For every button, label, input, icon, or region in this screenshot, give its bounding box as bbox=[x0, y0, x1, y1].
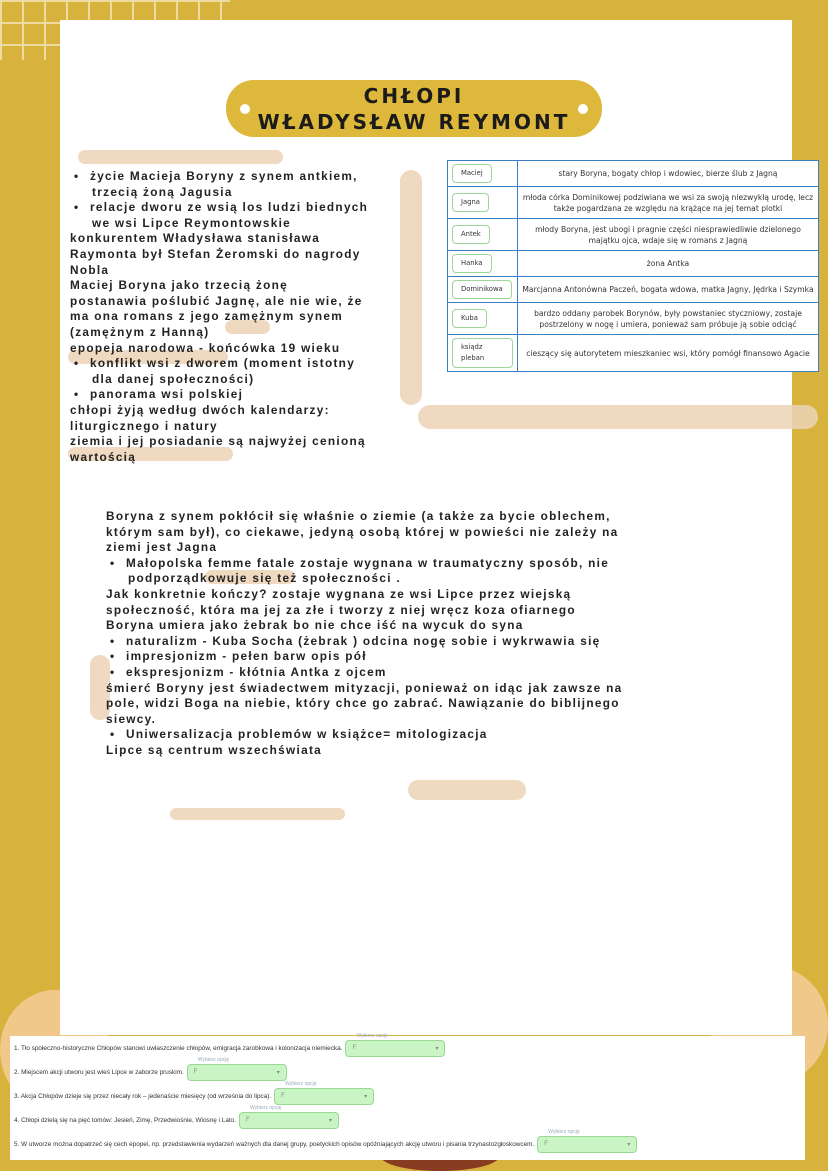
chevron-down-icon: ▾ bbox=[276, 1070, 280, 1076]
text-line: we wsi Lipce Reymontowskie bbox=[92, 215, 292, 230]
quiz-item bbox=[14, 1081, 801, 1105]
bullet-item: • relacje dworu ze wsią los ludzi biednych bbox=[70, 200, 368, 216]
highlight bbox=[170, 808, 345, 820]
select-value: F bbox=[281, 1093, 285, 1099]
bullet-item: • naturalizm - Kuba Socha (żebrak ) odcina nogę sobie i wykrwawia się bbox=[106, 634, 622, 650]
bullet-item: • konflikt wsi z dworem (moment istotny bbox=[70, 356, 368, 372]
text-line: wartością bbox=[70, 449, 137, 464]
table-row bbox=[448, 277, 819, 303]
chevron-down-icon: ▾ bbox=[627, 1142, 631, 1148]
highlight bbox=[400, 170, 422, 405]
select-label: Wybierz opcję bbox=[548, 1129, 580, 1135]
quiz-item bbox=[14, 1129, 801, 1153]
table-row bbox=[448, 335, 819, 372]
chevron-down-icon: ▾ bbox=[435, 1046, 439, 1052]
name-cell bbox=[448, 219, 518, 251]
character-name-chip[interactable]: Dominikowa bbox=[452, 280, 512, 299]
table-row bbox=[448, 251, 819, 277]
text-line: ziemia i jej posiadanie są najwyżej cenioną bbox=[70, 434, 366, 449]
notes-section-1 bbox=[70, 169, 368, 465]
name-cell bbox=[448, 187, 518, 219]
highlight bbox=[78, 150, 283, 164]
name-cell bbox=[448, 161, 518, 187]
characters-table bbox=[447, 160, 819, 372]
text-line: Lipce są centrum wszechświata bbox=[106, 742, 323, 757]
select-value: F bbox=[193, 1069, 198, 1075]
table-row bbox=[448, 161, 819, 187]
description-cell: młoda córka Dominikowej podziwiana we wsi za swoją niezwykłą urodę, lecz także pogardzana ze względu na krążące na jej temat plotki bbox=[518, 187, 819, 219]
select-value: F bbox=[544, 1141, 548, 1147]
text-line: śmierć Boryny jest świadectwem mityzacji, ponieważ on idąc jak zawsze na bbox=[106, 680, 623, 695]
text-line: pole, widzi Boga na niebie, który chce go zabrać. Nawiązanie do biblijnego bbox=[106, 696, 620, 711]
text-line: liturgicznego i natury bbox=[70, 418, 218, 433]
text-line: siewcy. bbox=[106, 711, 157, 726]
text-line: którym sam był), co ciekawe, jedyną osobą której w powieści nie zależy na bbox=[106, 524, 619, 539]
page-title bbox=[226, 80, 602, 137]
quiz-statement: 5. W utworze można dopatrzeć się cech epopei, np. przedstawienia wydarzeń ważnych dla danej grupy, poetyckich opisów opóźniających akcję utworu i pisania trzynastozgłoskowcem. bbox=[14, 1141, 535, 1148]
name-cell bbox=[448, 335, 518, 372]
select-label: Wybierz opcję bbox=[285, 1081, 317, 1087]
notes-section-2 bbox=[106, 509, 622, 759]
select-value: F bbox=[352, 1045, 357, 1051]
answer-select[interactable] bbox=[345, 1033, 445, 1057]
bullet-item: • panorama wsi polskiej bbox=[70, 387, 368, 403]
name-cell bbox=[448, 251, 518, 277]
text-line: ziemi jest Jagna bbox=[106, 540, 218, 555]
select-value: F bbox=[246, 1117, 250, 1123]
bullet-item: • życie Macieja Boryny z synem antkiem, bbox=[70, 169, 368, 185]
character-name-chip[interactable]: ksiądz pleban bbox=[452, 338, 513, 368]
description-cell: młody Boryna, jest ubogi i pragnie części niesprawiedliwie dzielonego majątku ojca, wdaje się w romans z Jagną bbox=[518, 219, 819, 251]
select-label: Wybierz opcję bbox=[356, 1033, 388, 1039]
highlight bbox=[418, 405, 818, 429]
answer-select[interactable] bbox=[187, 1057, 287, 1081]
text-line: ma ona romans z jego zamężnym synem bbox=[70, 309, 343, 324]
quiz-item bbox=[14, 1105, 801, 1129]
text-line: Boryna umiera jako żebrak bo nie chce iść na wycuk do syna bbox=[106, 618, 524, 633]
quiz-statement: 3. Akcja Chłopów dzieje się przez niecały rok – jedenaście miesięcy (od września do lipca). bbox=[14, 1093, 272, 1100]
select-label: Wybierz opcję bbox=[250, 1105, 282, 1111]
text-line: Raymonta był Stefan Żeromski do nagrody bbox=[70, 246, 361, 261]
bullet-item: • Uniwersalizacja problemów w książce= mitologizacja bbox=[106, 727, 622, 743]
answer-select[interactable] bbox=[274, 1081, 374, 1105]
bullet-item: • impresjonizm - pełen barw opis pół bbox=[106, 649, 622, 665]
text-line: chłopi żyją według dwóch kalendarzy: bbox=[70, 402, 330, 417]
bullet-item: • Małopolska femme fatale zostaje wygnana w traumatyczny sposób, nie bbox=[106, 556, 622, 572]
text-line: Maciej Boryna jako trzecią żonę bbox=[70, 278, 288, 293]
character-name-chip[interactable]: Jagna bbox=[452, 193, 489, 212]
title-line-1: CHŁOPI bbox=[363, 84, 465, 108]
title-line-2: WŁADYSŁAW REYMONT bbox=[257, 110, 571, 134]
text-line: Jak konkretnie kończy? zostaje wygnana ze wsi Lipce przez wiejską bbox=[106, 586, 572, 601]
bullet-item: • ekspresjonizm - kłótnia Antka z ojcem bbox=[106, 665, 622, 681]
chevron-down-icon: ▾ bbox=[328, 1118, 332, 1124]
character-name-chip[interactable]: Antek bbox=[452, 225, 490, 244]
character-name-chip[interactable]: Kuba bbox=[452, 309, 487, 328]
character-name-chip[interactable]: Hanka bbox=[452, 254, 492, 273]
description-cell: Marcjanna Antonówna Paczeń, bogata wdowa, matka Jagny, Jędrka i Szymka bbox=[518, 277, 819, 303]
character-name-chip[interactable]: Maciej bbox=[452, 164, 492, 183]
answer-select[interactable] bbox=[537, 1129, 637, 1153]
quiz-statement: 2. Miejscem akcji utworu jest wieś Lipce w zaborze pruskim. bbox=[14, 1069, 184, 1076]
description-cell: stary Boryna, bogaty chłop i wdowiec, bierze ślub z Jagną bbox=[518, 161, 819, 187]
text-line: konkurentem Władysława stanisława bbox=[70, 231, 321, 246]
text-line: Boryna z synem pokłócił się właśnie o ziemie (a także za bycie oblechem, bbox=[106, 509, 611, 523]
select-label: Wybierz opcję bbox=[197, 1057, 230, 1063]
chevron-down-icon: ▾ bbox=[364, 1094, 368, 1100]
description-cell: żona Antka bbox=[518, 251, 819, 277]
description-cell: bardzo oddany parobek Borynów, były powstaniec styczniowy, zostaje postrzelony w nogę i umiera, ponieważ sam próbuje ją sobie odciąć bbox=[518, 303, 819, 335]
text-line: społeczność, która ma jej za złe i tworzy z niej wręcz koza ofiarnego bbox=[106, 602, 576, 617]
table-row bbox=[448, 219, 819, 251]
text-line: (zamężnym z Hanną) bbox=[70, 324, 210, 339]
highlight bbox=[408, 780, 526, 800]
name-cell bbox=[448, 277, 518, 303]
text-line: epopeja narodowa - końcówka 19 wieku bbox=[70, 340, 341, 355]
name-cell bbox=[448, 303, 518, 335]
quiz-item bbox=[14, 1057, 801, 1081]
text-line: trzecią żoną Jagusia bbox=[92, 184, 233, 199]
text-line: podporządkowuje się też społeczności . bbox=[128, 571, 401, 586]
table-row bbox=[448, 303, 819, 335]
quiz-statement: 1. Tło społeczno-historyczne Chłopów stanowi uwłaszczenie chłopów, emigracja zarobkowa i kolonizacja niemiecka. bbox=[14, 1045, 343, 1052]
quiz-statement: 4. Chłopi dzielą się na pięć tomów: Jesień, Zimę, Przedwiośnie, Wiosnę i Lato. bbox=[14, 1117, 236, 1124]
quiz-item bbox=[14, 1033, 801, 1057]
table-row bbox=[448, 187, 819, 219]
description-cell: cieszący się autorytetem mieszkaniec wsi, który pomógł finansowo Agacie bbox=[518, 335, 819, 372]
text-line: postanawia poślubić Jagnę, ale nie wie, że bbox=[70, 293, 363, 308]
true-false-quiz bbox=[10, 1033, 805, 1160]
answer-select[interactable] bbox=[239, 1105, 339, 1129]
text-line: dla danej społeczności) bbox=[92, 371, 255, 386]
text-line: Nobla bbox=[70, 262, 110, 277]
